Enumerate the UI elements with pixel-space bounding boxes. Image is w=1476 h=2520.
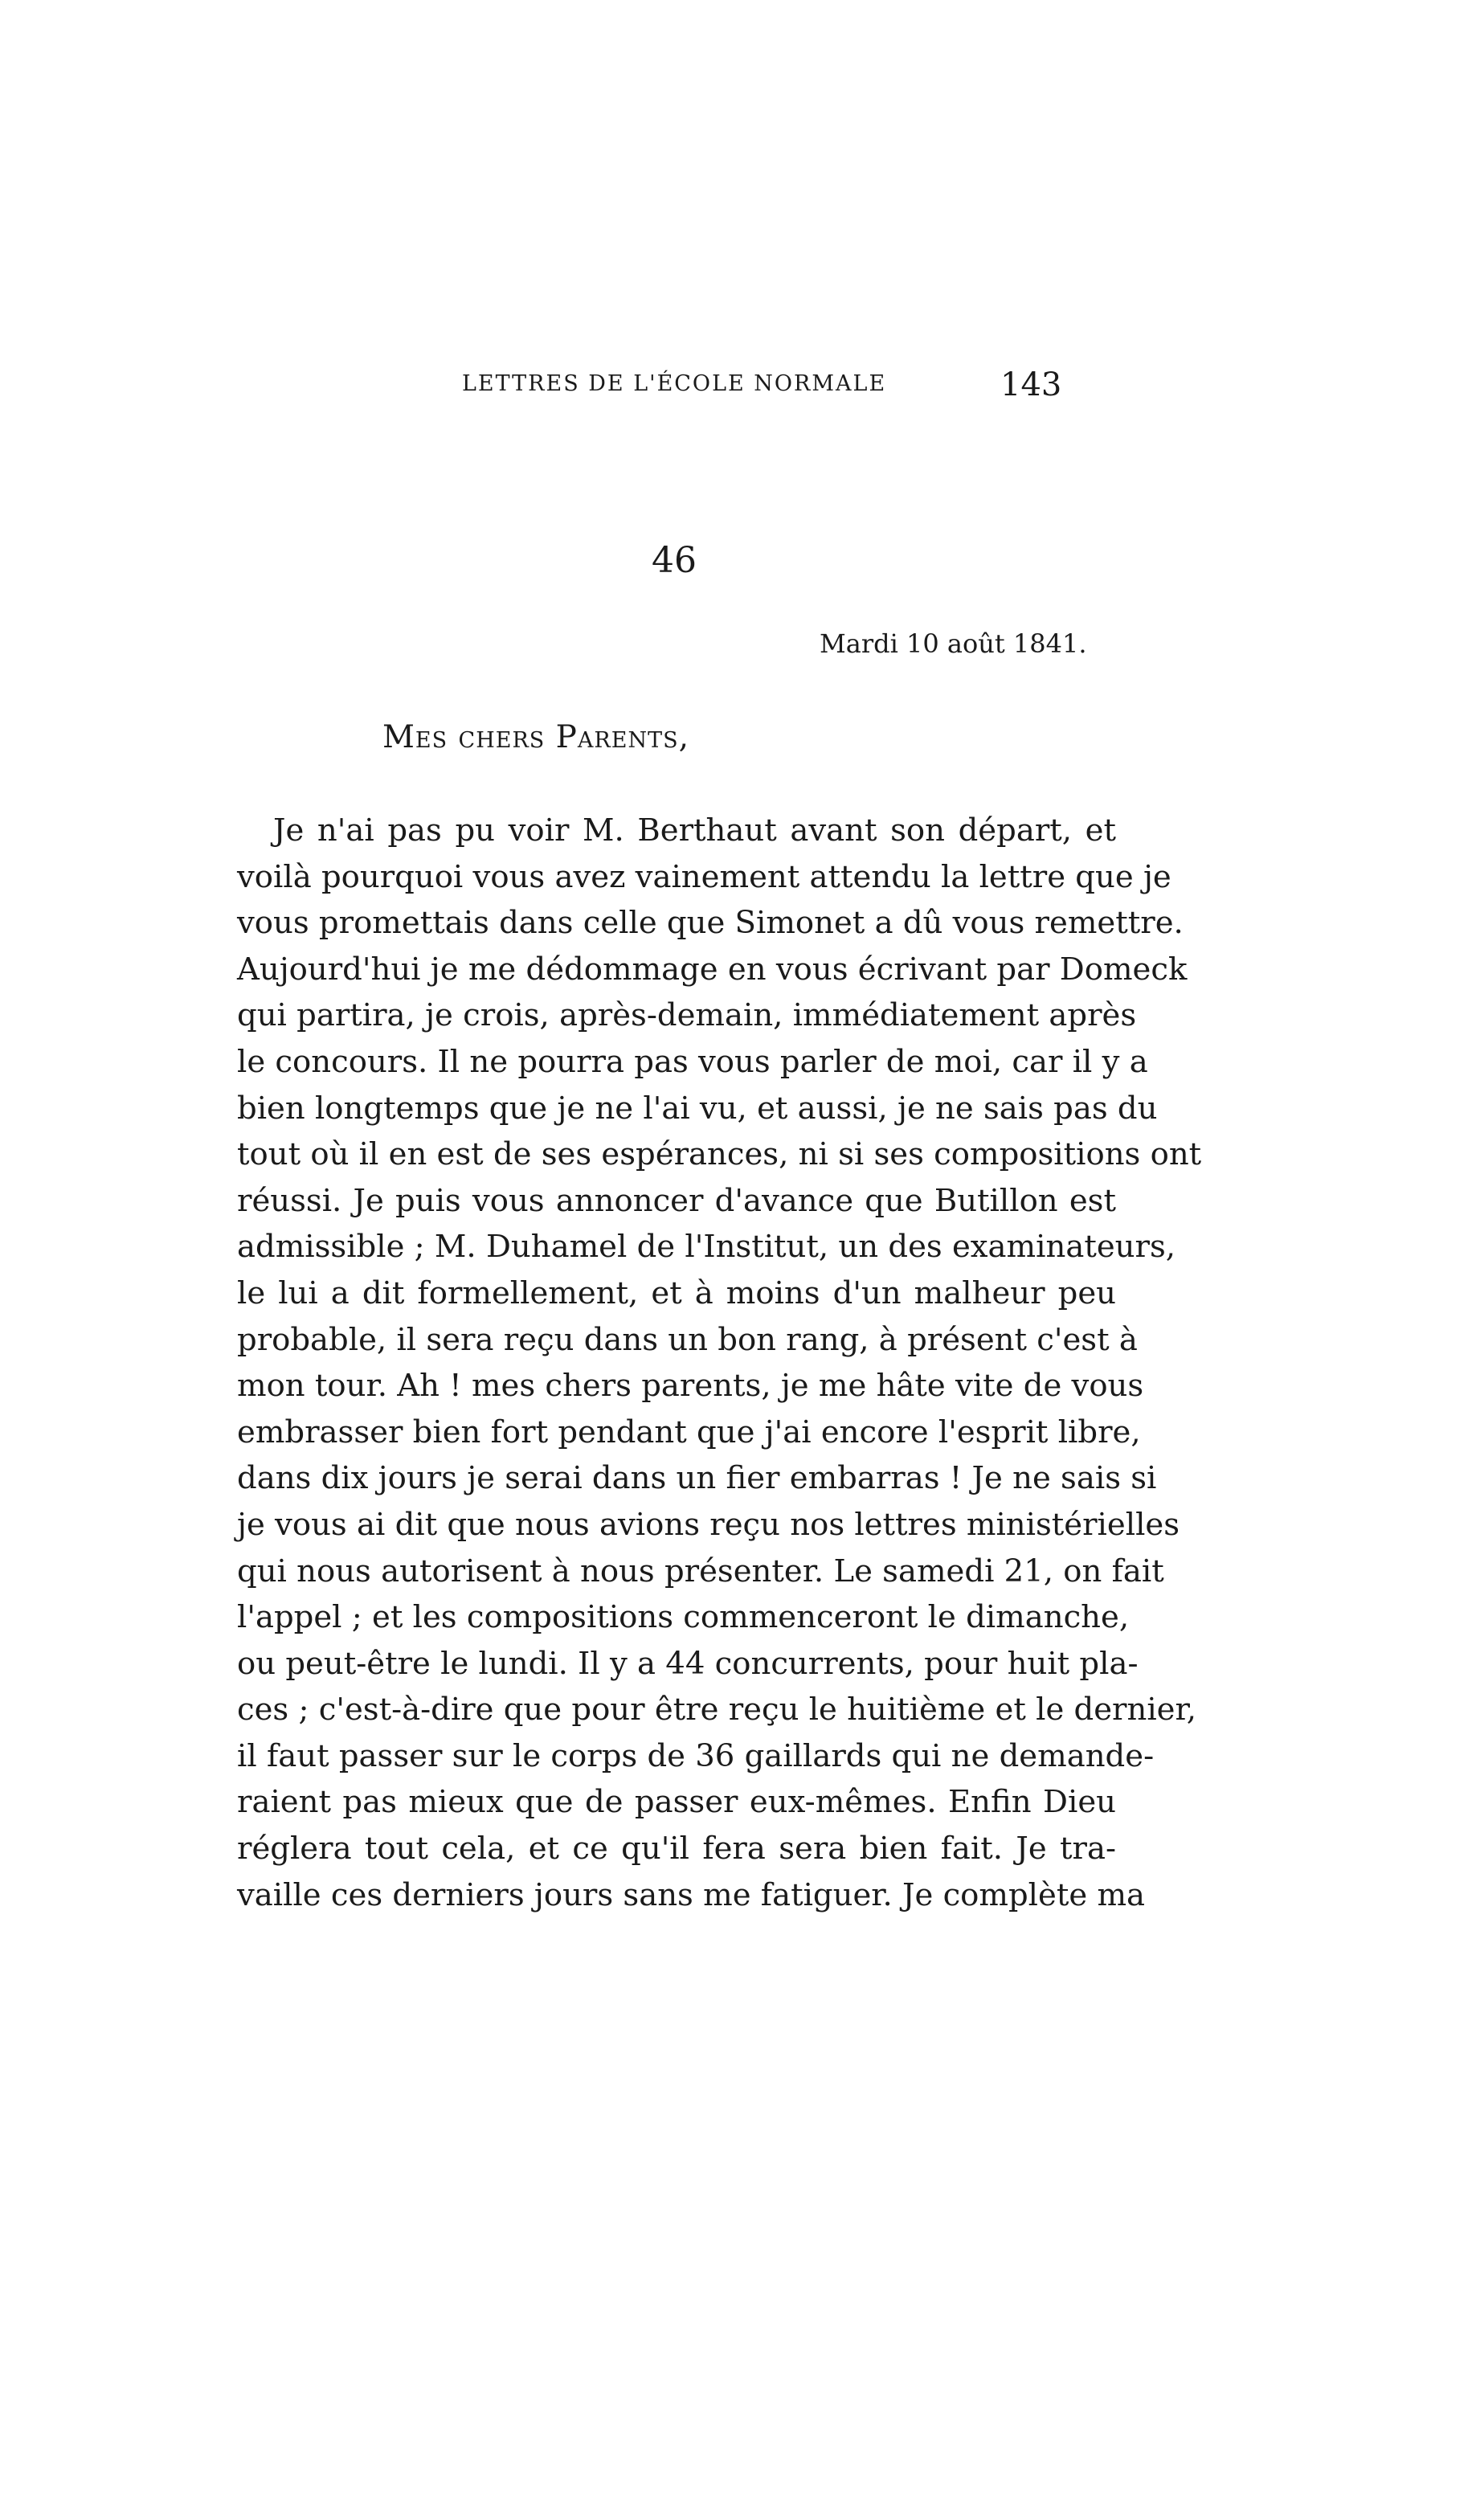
body-line: il faut passer sur le corps de 36 gaillards qui ne demande- (237, 1737, 1155, 1774)
body-line: tout où il en est de ses espérances, ni si ses compositions ont (237, 1136, 1202, 1173)
body-line: voilà pourquoi vous avez vainement attendu la lettre que je (237, 858, 1171, 895)
body-line: l'appel ; et les compositions commenceront le dimanche, (237, 1599, 1130, 1636)
body-line: je vous ai dit que nous avions reçu nos lettres ministérielles (237, 1506, 1180, 1543)
running-head: LETTRES DE L'ÉCOLE NORMALE (462, 371, 887, 396)
body-line: le concours. Il ne pourra pas vous parler de moi, car il y a (237, 1043, 1148, 1080)
letter-date: Mardi 10 août 1841. (820, 628, 1087, 659)
body-line: raient pas mieux que de passer eux-mêmes. Enfin Dieu (237, 1784, 1116, 1821)
body-line: dans dix jours je serai dans un fier embarras ! Je ne sais si (237, 1460, 1157, 1497)
body-line: Aujourd'hui je me dédommage en vous écrivant par Domeck (237, 951, 1188, 988)
body-line: ces ; c'est-à-dire que pour être reçu le huitième et le dernier, (237, 1692, 1196, 1728)
letter-number: 46 (652, 540, 697, 581)
body-line: vous promettais dans celle que Simonet a dû vous remettre. (237, 905, 1184, 942)
body-line: mon tour. Ah ! mes chers parents, je me hâte vite de vous (237, 1368, 1144, 1405)
body-line: vaille ces derniers jours sans me fatiguer. Je complète ma (237, 1876, 1146, 1913)
body-line: réglera tout cela, et ce qu'il fera sera bien fait. Je tra- (237, 1831, 1116, 1868)
body-line: qui partira, je crois, après-demain, immédiatement après (237, 997, 1137, 1034)
body-line: admissible ; M. Duhamel de l'Institut, un des examinateurs, (237, 1229, 1176, 1266)
body-line: Je n'ai pas pu voir M. Berthaut avant son départ, et (273, 812, 1116, 849)
body-line: ou peut-être le lundi. Il y a 44 concurrents, pour huit pla- (237, 1645, 1139, 1682)
body-line: embrasser bien fort pendant que j'ai encore l'esprit libre, (237, 1413, 1141, 1450)
body-line: bien longtemps que je ne l'ai vu, et aussi, je ne sais pas du (237, 1090, 1158, 1127)
body-line: qui nous autorisent à nous présenter. Le samedi 21, on fait (237, 1552, 1164, 1589)
body-line: le lui a dit formellement, et à moins d'un malheur peu (237, 1274, 1116, 1311)
body-line: probable, il sera reçu dans un bon rang, à présent c'est à (237, 1321, 1138, 1358)
salutation: Mes chers Parents, (382, 719, 689, 755)
letter-body (237, 808, 1202, 1918)
body-line: réussi. Je puis vous annoncer d'avance que Butillon est (237, 1182, 1116, 1219)
page-number: 143 (1000, 366, 1062, 403)
